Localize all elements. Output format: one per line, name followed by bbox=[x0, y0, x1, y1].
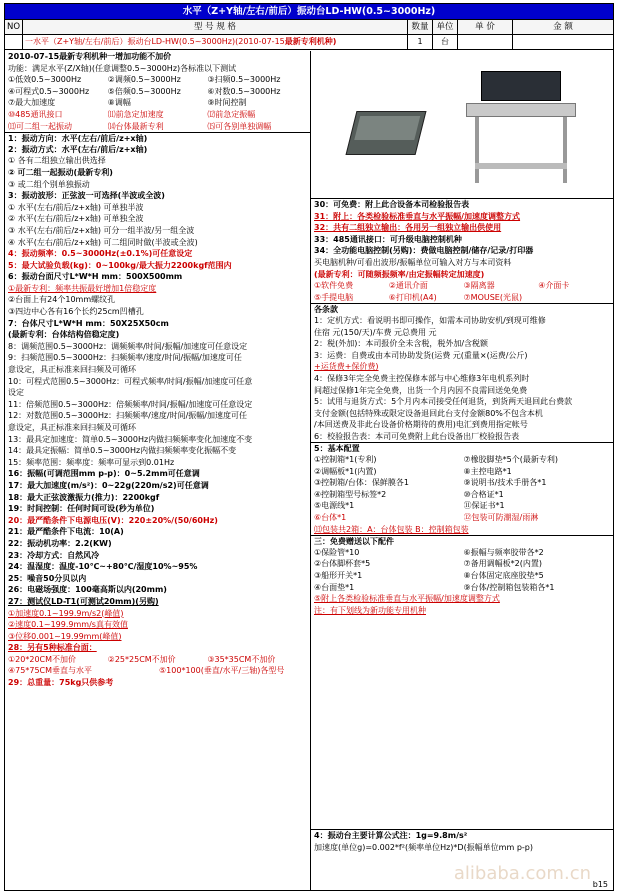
spec-left-column bbox=[5, 51, 311, 891]
right-cell: ③船形开关*1 bbox=[314, 571, 363, 580]
right-line bbox=[311, 512, 613, 524]
left-line: 23：冷却方式：自然风冷 bbox=[8, 550, 100, 560]
product-model-highlight: 最新专利机种) bbox=[284, 37, 337, 46]
left-line: 22：振动机功率：2.2(KW) bbox=[8, 538, 112, 548]
right-line: 买电脑机种/可看出波形/振幅单位可输入对方与本司资料 bbox=[314, 257, 512, 267]
left-line: 5：最大试验负载(kg)：0~100kg/最大振力2200kgf范围内 bbox=[8, 260, 232, 270]
vibration-table-image bbox=[346, 111, 427, 155]
right-line bbox=[311, 547, 613, 559]
product-qty: 1 bbox=[408, 35, 433, 49]
left-cell: ⒀可二组一起振动 bbox=[8, 121, 72, 131]
left-line: 3：振动波形：正弦波一可选择(半波或全波) bbox=[8, 191, 165, 201]
right-line: 6：校验报告表：本司可免费附上此台设备出厂校验报告表 bbox=[314, 431, 520, 441]
right-cell: ⑧主控电路*1 bbox=[463, 466, 512, 476]
left-line: ③位移0.001~19.99mm(峰值) bbox=[8, 631, 122, 641]
header-unit: 单位 bbox=[433, 20, 458, 34]
right-cell: ②通讯介面 bbox=[388, 281, 428, 291]
right-cell: ⑥打印机(A4) bbox=[388, 292, 437, 302]
right-cell: ⑥台体*1 bbox=[314, 513, 347, 523]
right-line bbox=[311, 582, 613, 594]
left-line: ② 可二组一起振动(最新专利) bbox=[8, 167, 113, 177]
left-line: 10：可程式范围0.5~3000Hz：可程式频率/时间/振幅/加速度可任意 bbox=[8, 376, 253, 386]
left-cell: ②调频0.5~3000Hz bbox=[107, 75, 181, 85]
product-no bbox=[5, 35, 23, 49]
left-line: 21：最严酷条件下电流：10(A) bbox=[8, 527, 124, 537]
product-unit: 台 bbox=[433, 35, 458, 49]
left-line: 19：时间控制：任何时间可设(秒为单位) bbox=[8, 504, 155, 514]
header-model: 型 号 规 格 bbox=[23, 20, 408, 34]
right-line: 33：485通讯接口：可升级电脑控制机种 bbox=[314, 234, 462, 244]
right-cell: ①保险管*10 bbox=[314, 547, 360, 557]
left-cell: ⒁台体最新专利 bbox=[107, 121, 164, 131]
table-header bbox=[5, 20, 613, 35]
right-line bbox=[311, 558, 613, 570]
right-cell: ③隔离器 bbox=[463, 281, 495, 291]
right-cell: ⑧台体固定底座胶垫*5 bbox=[463, 571, 544, 580]
left-line bbox=[5, 97, 310, 109]
right-line: ⑤附上各类检验标准垂直与水平振幅/加速度调整方式 bbox=[314, 594, 500, 604]
left-cell: ⑥对数0.5~3000Hz bbox=[207, 86, 281, 96]
formula-block bbox=[311, 829, 613, 853]
left-line: 16：振幅(可调范围mm p-p)：0~5.2mm可任意调 bbox=[8, 469, 200, 479]
left-line: ① 各有二组独立输出供选择 bbox=[8, 156, 106, 166]
left-cell: ②25*25CM不加价 bbox=[107, 654, 176, 664]
left-cell: ①20*20CM不加价 bbox=[8, 654, 77, 664]
left-line: 11：倍频范围0.5~3000Hz：倍频频率/时间/振幅/加速度可任意设定 bbox=[8, 399, 253, 409]
formula-line-1: 4：振动台主要计算公式注：1g=9.8m/s² bbox=[314, 831, 468, 840]
left-line: ③ 或二组个别单独振动 bbox=[8, 179, 90, 189]
right-line: (最新专利：可随频振频率/由定振幅转定加速度) bbox=[314, 269, 485, 279]
left-cell: ①低效0.5~3000Hz bbox=[8, 75, 82, 85]
right-line: 34：全功能电脑控制(另购)：费做电脑控制/储存/记录/打印器 bbox=[314, 246, 534, 256]
right-cell: ⑦橡胶脚垫*5个(最新专利) bbox=[463, 455, 559, 465]
left-line: 8：调频范围0.5~3000Hz：调频频率/时间/振幅/加速度可任意设定 bbox=[8, 341, 248, 351]
left-line: 29：总重量：75kg只供参考 bbox=[8, 678, 114, 688]
page-number: b15 bbox=[592, 880, 608, 889]
right-cell: ⑩合格证*1 bbox=[463, 489, 504, 499]
header-no: NO bbox=[5, 20, 23, 34]
left-line bbox=[5, 121, 310, 133]
right-cell: ②调幅板*1(内置) bbox=[314, 466, 377, 476]
right-cell: ①控制箱*1(专利) bbox=[314, 455, 377, 465]
right-line: 32：共有二组独立输出：各用另一组独立输出供使用 bbox=[314, 223, 502, 233]
left-cell: ③扫频0.5~3000Hz bbox=[207, 75, 281, 85]
left-cell: ⑾前急定加速度 bbox=[107, 109, 164, 119]
watermark-brand: alibaba.com.cn bbox=[453, 863, 591, 884]
spec-body bbox=[5, 51, 613, 891]
left-line: 17：最大加速度(m/s²)：0~22g(220m/s2)可任意调 bbox=[8, 480, 209, 490]
right-line: 各条款 bbox=[311, 303, 613, 315]
right-cell: ⑫包装可防潮湿/雨淋 bbox=[463, 513, 539, 523]
left-line: ③四边中心各有16个长约25cm凹槽孔 bbox=[8, 307, 144, 317]
left-line: 14：最具定振幅：简单0.5~3000Hz内做扫频频率变化振幅不变 bbox=[8, 446, 237, 456]
right-cell: ③控制箱/台体：保鲜膜各1 bbox=[314, 478, 409, 488]
right-line: +运货费+保价费) bbox=[314, 362, 379, 372]
right-line: ⒀包装共2箱：A：台体包装 B：控制箱包装 bbox=[314, 524, 469, 534]
left-line: 意设定，具正标准来回扫频及可循环 bbox=[8, 423, 136, 432]
right-line bbox=[311, 570, 613, 582]
left-line: 20：最严酷条件下电源电压(V)：220±20%/(50/60Hz) bbox=[8, 515, 218, 525]
left-line: (最新专利：台体结构倍稳定度) bbox=[8, 330, 120, 340]
left-line: ②速度0.1~199.9mm/s真有效值 bbox=[8, 620, 128, 630]
left-line: 设定 bbox=[8, 388, 24, 398]
right-cell: ②台体脚杯套*5 bbox=[314, 559, 371, 569]
left-line: 12：对数范围0.5~3000Hz：扫频频率/速度/时间/振幅/加速度可任 bbox=[8, 411, 247, 421]
left-line: ① 水平(左右/前后/z+x轴) 可单独半波 bbox=[8, 202, 144, 212]
right-line: 1：定机方式：看说明书即可操作，如需本司协助安机/到现可维修 bbox=[314, 315, 546, 325]
left-line bbox=[5, 654, 310, 666]
right-line: 30：可免费：附上此合设备本司检验报告表 bbox=[314, 200, 470, 209]
left-cell: ⑤倍频0.5~3000Hz bbox=[107, 86, 181, 96]
left-cell: ⑦最大加速度 bbox=[8, 98, 56, 108]
right-cell: ④控制箱型号标签*2 bbox=[314, 489, 387, 499]
left-line: 6：振动台面尺寸L*W*H mm：500X500mm bbox=[8, 272, 183, 282]
left-line: 意设定，具正标准来回扫频及可循环 bbox=[8, 365, 136, 375]
quotation-sheet bbox=[4, 3, 614, 891]
left-cell: ③35*35CM不加价 bbox=[207, 654, 276, 664]
right-line: 2：税(外加)：本司报价全未含税，税外加/含税额 bbox=[314, 339, 489, 349]
left-line: ③ 水平(左右/前后/z+x轴) 可分一组半波/另一组全波 bbox=[8, 225, 195, 235]
left-line bbox=[5, 86, 310, 98]
left-line: 1：振动方向：水平(左右/前后/z+x轴) bbox=[5, 132, 310, 144]
product-row bbox=[5, 35, 613, 50]
right-line bbox=[311, 454, 613, 466]
product-price bbox=[458, 35, 513, 49]
right-line: 支付金额(包括特殊或限定设备退回此台支付金额80%不包含本机 bbox=[314, 408, 543, 418]
left-line: ② 水平(左右/前后/z+x轴) 可单独全波 bbox=[8, 214, 144, 224]
left-line: ④ 水平(左右/前后/z+x轴) 可二组同时做(半波或全波) bbox=[8, 237, 198, 247]
left-line: 4：振动频率：0.5~3000Hz(±0.1%)可任意设定 bbox=[8, 249, 193, 259]
right-cell: ⑨台体/控制箱包装箱各*1 bbox=[463, 582, 555, 592]
left-cell: ⑿前急定振幅 bbox=[207, 109, 256, 119]
right-cell: ⑨说明书/技术手册各*1 bbox=[463, 478, 547, 488]
header-qty: 数量 bbox=[408, 20, 433, 34]
right-line bbox=[311, 466, 613, 478]
right-line: 3：运费：自费或由本司协助发货(运费 元(重量×(运费/公斤) bbox=[314, 350, 528, 360]
left-line: 15：频率范围：频率度：频率可显示到0.01Hz bbox=[8, 457, 175, 467]
left-line: 功能：满足水平(Z/X轴)(任意调整0.5~3000Hz)各标准以下测试 bbox=[8, 63, 237, 73]
right-line: 间超过保修1年完全免费，出货一个月内因不良需回送免免费 bbox=[314, 385, 528, 395]
left-line: 2：振动方式：水平(左右/前后/z+x轴) bbox=[8, 144, 148, 154]
right-line bbox=[311, 477, 613, 489]
left-cell: ⑩485通讯接口 bbox=[8, 109, 63, 119]
left-line: ②台面上有24个10mm螺纹孔 bbox=[8, 295, 116, 305]
left-line: ①加速度0.1~199.9m/s2(峰值) bbox=[8, 608, 124, 618]
formula-line-2: 加速度(单位g)=0.002*f²(频率单位Hz)*D(振幅单位mm p-p) bbox=[314, 842, 533, 852]
right-cell: ④介面卡 bbox=[538, 281, 570, 291]
left-cell: ⒂可各别单独调幅 bbox=[207, 121, 272, 131]
right-cell: ①软件免费 bbox=[314, 281, 354, 291]
left-cell: ④75*75CM垂直与水平 bbox=[8, 666, 93, 676]
spec-right-column bbox=[311, 51, 613, 891]
spec-right-lines bbox=[311, 199, 613, 616]
left-cell: ④可程式0.5~3000Hz bbox=[8, 86, 90, 96]
right-cell: ⑦MOUSE(光鼠) bbox=[463, 292, 523, 302]
left-line: 7：台体尺寸L*W*H mm：50X25X50cm bbox=[8, 318, 169, 328]
right-line: 5：基本配置 bbox=[311, 442, 613, 454]
controller-cart-image bbox=[461, 71, 581, 191]
product-amount bbox=[513, 35, 613, 49]
right-cell: ⑤手提电脑 bbox=[314, 292, 354, 302]
left-line: 25：噪音50分贝以内 bbox=[8, 573, 87, 583]
right-line: 5：试用与退货方式：5个月内本司接受任何退货，到货两天退回此台费款 bbox=[314, 397, 573, 407]
right-cell: ⑦备用调幅板*2(内置) bbox=[463, 559, 543, 569]
left-line: 27：测试仪LD-T1(可测试20mm)(另购) bbox=[8, 596, 159, 606]
left-line: 28：另有5种标准台面： bbox=[8, 643, 97, 653]
product-model bbox=[23, 35, 408, 49]
left-cell: ⑧调幅 bbox=[107, 98, 131, 108]
right-line: 三：免费赠送以下配件 bbox=[311, 535, 613, 547]
right-line: 31：附上：各类检验标准垂直与水平振幅/加速度调整方式 bbox=[314, 211, 521, 221]
product-model-text: 一水平（Z+Y轴/左右/前后）振动台LD-HW(0.5~3000Hz)(2010-07-15 bbox=[25, 37, 285, 46]
right-cell: ⑪保证书*1 bbox=[463, 501, 505, 511]
right-line bbox=[311, 489, 613, 501]
right-cell: ⑤电源线*1 bbox=[314, 501, 355, 511]
right-cell: ⑥振幅与频率胶带各*2 bbox=[463, 547, 544, 557]
left-line: 18：最大正弦波激振力(推力)：2200kgf bbox=[8, 492, 160, 502]
left-line bbox=[5, 109, 310, 121]
header-amount: 金 额 bbox=[553, 22, 573, 32]
right-line: 住宿 元(150/天)/车费 元总费用 元 bbox=[314, 327, 437, 337]
left-line: 26：电磁场强度：100毫高斯以内(20mm) bbox=[8, 585, 167, 595]
left-line: ①最新专利：频率共振最好增加1倍稳定度 bbox=[8, 283, 157, 293]
left-line: 2010-07-15最新专利机种一增加功能不加价 bbox=[8, 52, 172, 61]
right-cell: ④台面垫*1 bbox=[314, 582, 355, 592]
left-line: 24：温湿度：温度-10℃~+80℃/湿度10%~95% bbox=[8, 562, 198, 572]
right-line: /本回送费及非此台设备价格期待的费用)电汇到费用指定帐号 bbox=[314, 420, 528, 430]
sheet-title: 水平（Z+Y轴/左右/前后）振动台LD-HW(0.5~3000Hz) bbox=[5, 4, 613, 20]
left-cell: ⑤100*100(垂直/水平/三轴)各型号 bbox=[159, 666, 285, 676]
right-line: 4：保修3年完全免费主控保修本部与中心维修3年电机系列时 bbox=[314, 373, 530, 383]
right-line: 注：有下划线为新功能专用机种 bbox=[314, 605, 426, 615]
left-cell: ⑨时间控制 bbox=[207, 98, 247, 108]
left-line: 9：扫频范围0.5~3000Hz：扫频频率/速度/时间/振幅/加速度可任 bbox=[8, 353, 242, 363]
left-line bbox=[5, 74, 310, 86]
header-price: 单 价 bbox=[458, 20, 513, 34]
left-line: 13：最具定加速度：简单0.5~3000Hz内做扫频频率变化加速度不变 bbox=[8, 434, 253, 444]
right-line bbox=[311, 280, 613, 292]
right-line bbox=[311, 292, 613, 304]
left-line bbox=[5, 665, 310, 677]
product-images bbox=[311, 51, 613, 199]
right-line bbox=[311, 500, 613, 512]
